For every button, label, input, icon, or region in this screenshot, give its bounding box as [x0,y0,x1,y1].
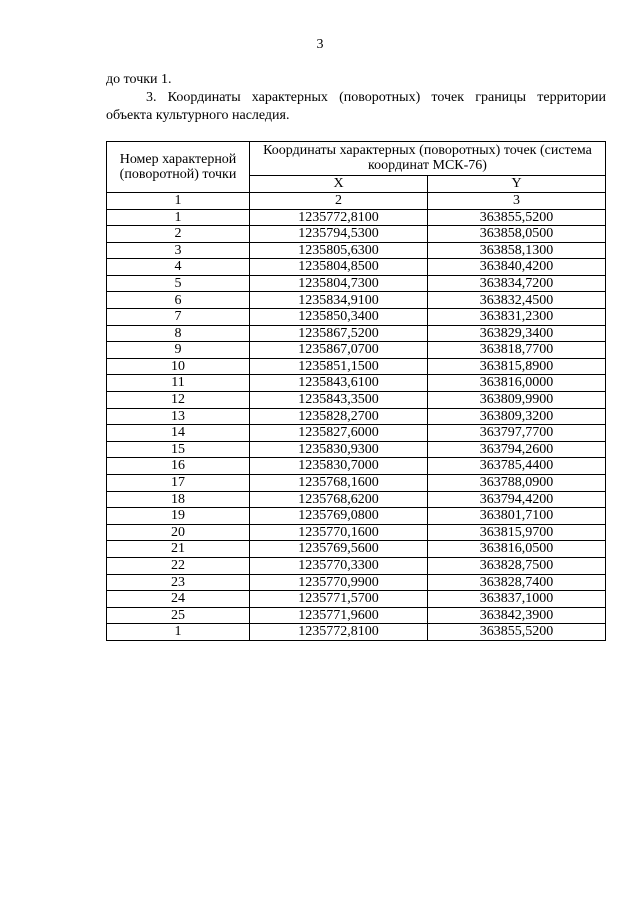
point-number-cell: 25 [107,607,250,624]
point-number-cell: 10 [107,358,250,375]
point-number-cell: 23 [107,574,250,591]
table-row [107,557,606,574]
point-number-cell: 1 [107,624,250,641]
y-coordinate-cell: 363797,7700 [428,425,606,442]
point-number-cell: 4 [107,259,250,276]
header-coordinates: Координаты характерных (поворотных) точек (система координат МСК-76) [250,142,606,176]
point-number-cell: 11 [107,375,250,392]
table-row [107,508,606,525]
y-coordinate-cell: 363842,3900 [428,607,606,624]
x-coordinate-cell: 1235771,9600 [250,607,428,624]
x-coordinate-cell: 1235834,9100 [250,292,428,309]
y-coordinate-cell: 363816,0000 [428,375,606,392]
y-coordinate-cell: 363815,9700 [428,524,606,541]
point-number-cell: 9 [107,342,250,359]
table-row [107,591,606,608]
x-coordinate-cell: 1235770,3300 [250,557,428,574]
table-row [107,491,606,508]
x-coordinate-cell: 1235830,7000 [250,458,428,475]
table-row [107,226,606,243]
x-coordinate-cell: 1235843,6100 [250,375,428,392]
y-coordinate-cell: 363816,0500 [428,541,606,558]
x-coordinate-cell: 1235769,5600 [250,541,428,558]
point-number-cell: 15 [107,441,250,458]
x-coordinate-cell: 1235843,3500 [250,392,428,409]
header-y: Y [428,175,606,192]
x-coordinate-cell: 1235794,5300 [250,226,428,243]
y-coordinate-cell: 363837,1000 [428,591,606,608]
table-row [107,607,606,624]
y-coordinate-cell: 363828,7500 [428,557,606,574]
y-coordinate-cell: 363829,3400 [428,325,606,342]
x-coordinate-cell: 1235828,2700 [250,408,428,425]
y-coordinate-cell: 363858,0500 [428,226,606,243]
header-point-number: Номер характерной (поворотной) точки [107,142,250,193]
table-row [107,309,606,326]
table-row [107,375,606,392]
table-row [107,541,606,558]
point-number-cell: 7 [107,309,250,326]
x-coordinate-cell: 1235769,0800 [250,508,428,525]
point-number-cell: 17 [107,475,250,492]
point-number-cell: 20 [107,524,250,541]
header-x: X [250,175,428,192]
table-row [107,342,606,359]
y-coordinate-cell: 363831,2300 [428,309,606,326]
y-coordinate-cell: 363818,7700 [428,342,606,359]
section-heading: 3. Координаты характерных (поворотных) точек границы территории [146,90,606,105]
point-number-cell: 19 [107,508,250,525]
table-row [107,242,606,259]
point-number-cell: 18 [107,491,250,508]
table-row [107,408,606,425]
table-row [107,358,606,375]
table-row [107,425,606,442]
table-row [107,259,606,276]
x-coordinate-cell: 1235768,6200 [250,491,428,508]
y-coordinate-cell: 363794,4200 [428,491,606,508]
x-coordinate-cell: 1235850,3400 [250,309,428,326]
x-coordinate-cell: 1235770,1600 [250,524,428,541]
table-row [107,292,606,309]
x-coordinate-cell: 1235772,8100 [250,624,428,641]
point-number-cell: 13 [107,408,250,425]
point-number-cell: 12 [107,392,250,409]
table-row [107,458,606,475]
intro-line-1: до точки 1. [106,72,172,87]
x-coordinate-cell: 1235851,1500 [250,358,428,375]
point-number-cell: 24 [107,591,250,608]
table-row [107,574,606,591]
y-coordinate-cell: 363815,8900 [428,358,606,375]
x-coordinate-cell: 1235805,6300 [250,242,428,259]
y-coordinate-cell: 363855,5200 [428,209,606,226]
y-coordinate-cell: 363855,5200 [428,624,606,641]
table-body [107,209,606,640]
intro-line-3: объекта культурного наследия. [106,108,290,123]
y-coordinate-cell: 363809,3200 [428,408,606,425]
y-coordinate-cell: 363832,4500 [428,292,606,309]
table-row [107,209,606,226]
x-coordinate-cell: 1235804,8500 [250,259,428,276]
table-row [107,325,606,342]
table-row [107,392,606,409]
y-coordinate-cell: 363788,0900 [428,475,606,492]
x-coordinate-cell: 1235768,1600 [250,475,428,492]
column-number-3: 3 [428,193,606,210]
point-number-cell: 22 [107,557,250,574]
point-number-cell: 21 [107,541,250,558]
x-coordinate-cell: 1235827,6000 [250,425,428,442]
y-coordinate-cell: 363785,4400 [428,458,606,475]
y-coordinate-cell: 363801,7100 [428,508,606,525]
y-coordinate-cell: 363834,7200 [428,275,606,292]
y-coordinate-cell: 363840,4200 [428,259,606,276]
x-coordinate-cell: 1235772,8100 [250,209,428,226]
y-coordinate-cell: 363858,1300 [428,242,606,259]
x-coordinate-cell: 1235867,5200 [250,325,428,342]
point-number-cell: 14 [107,425,250,442]
point-number-cell: 16 [107,458,250,475]
point-number-cell: 1 [107,209,250,226]
y-coordinate-cell: 363794,2600 [428,441,606,458]
y-coordinate-cell: 363809,9900 [428,392,606,409]
column-number-2: 2 [250,193,428,210]
table-row [107,524,606,541]
x-coordinate-cell: 1235867,0700 [250,342,428,359]
x-coordinate-cell: 1235771,5700 [250,591,428,608]
table-row [107,441,606,458]
column-number-1: 1 [107,193,250,210]
coordinates-table [106,141,606,641]
point-number-cell: 3 [107,242,250,259]
x-coordinate-cell: 1235804,7300 [250,275,428,292]
table-row [107,275,606,292]
y-coordinate-cell: 363828,7400 [428,574,606,591]
point-number-cell: 6 [107,292,250,309]
point-number-cell: 8 [107,325,250,342]
table-row [107,624,606,641]
page-number: 3 [316,37,324,52]
point-number-cell: 2 [107,226,250,243]
point-number-cell: 5 [107,275,250,292]
table-row [107,475,606,492]
x-coordinate-cell: 1235770,9900 [250,574,428,591]
x-coordinate-cell: 1235830,9300 [250,441,428,458]
